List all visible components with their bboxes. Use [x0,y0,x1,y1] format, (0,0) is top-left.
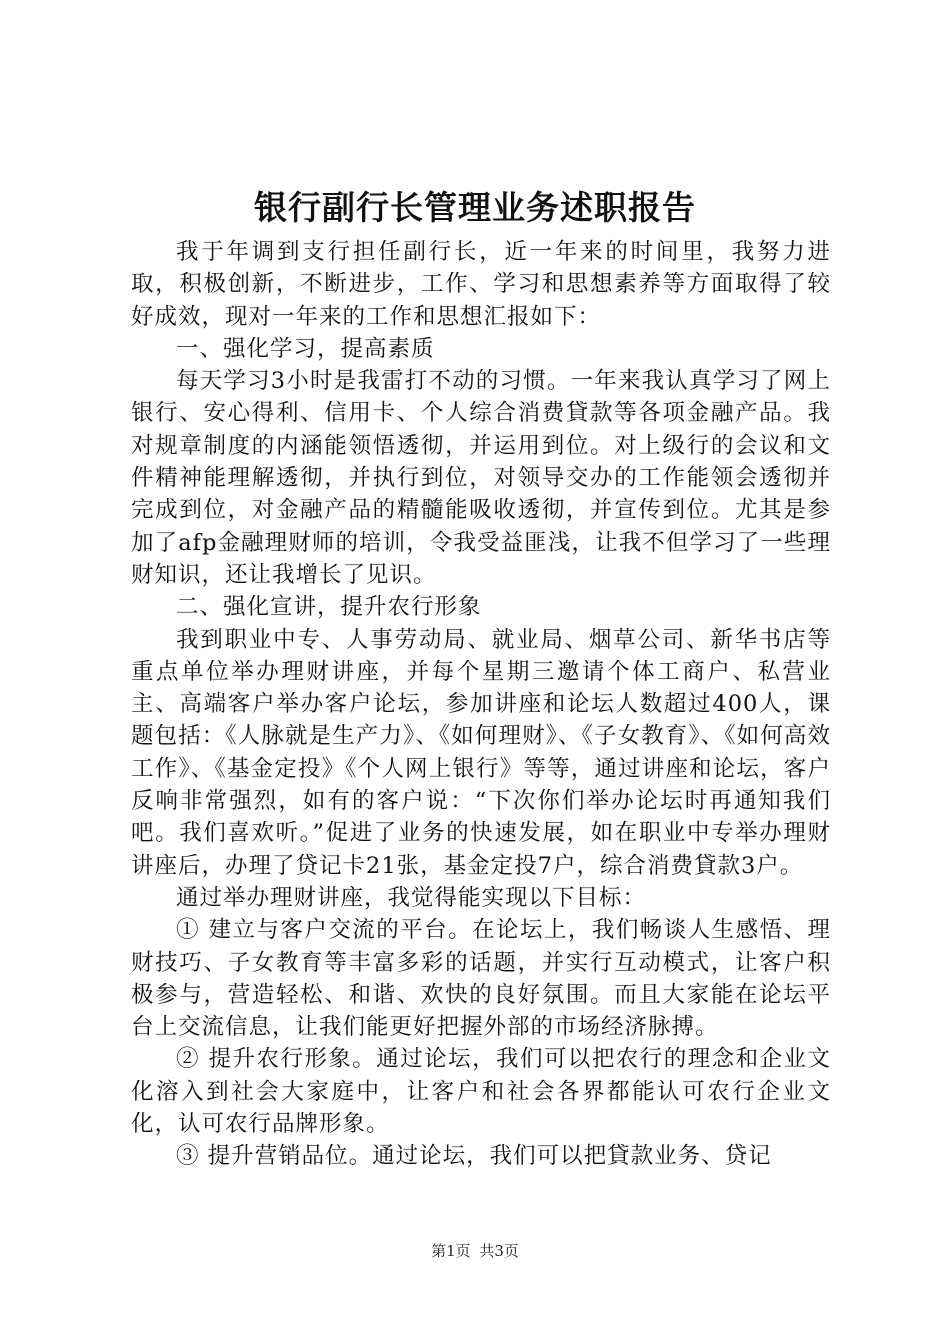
page-footer [0,1240,950,1261]
paragraph-intro: 我于年调到支行担任副行长，近一年来的时间里，我努力进取，积极创新，不断进步，工作、学习和思想素养等方面取得了较好成效，现对一年来的工作和思想汇报如下： [131,239,831,330]
page-total: 共3页 [479,1242,519,1260]
document-title: 银行副行长管理业务述职报告 [254,188,696,227]
paragraph-lectures: 我到职业中专、人事劳动局、就业局、烟草公司、新华书店等重点单位举办理财讲座，并每个星期三邀请个体工商户、私营业主、高端客户举办客户论坛，参加讲座和论坛人数超过400人，课题包括：《人脉就是生产力》、《如何理财》、《子女教育》、《如何高效工作》、《基金定投》《个人网上银行》等等，通过讲座和论坛，客户反响非常强烈，如有的客户说：“下次你们举办论坛时再通知我们吧。我们喜欢听。”促进了业务的快速发展，如在职业中专举办理财讲座后，办理了贷记卡21张，基金定投7户，综合消费貸款3户。 [131,626,831,879]
paragraph-goal-2: ② 提升农行形象。通过论坛，我们可以把农行的理念和企业文化溶入到社会大家庭中，让客户和社会各界都能认可农行企业文化，认可农行品牌形象。 [131,1046,831,1138]
page-number: 第1页 [431,1242,471,1260]
paragraph-goal-1: ① 建立与客户交流的平台。在论坛上，我们畅谈人生感悟、理财技巧、子女教育等丰富多彩的话题，并实行互动模式，让客户积极参与，营造轻松、和谐、欢快的良好氛围。而且大家能在论坛平台上交流信息，让我们能更好把握外部的市场经济脉搏。 [131,917,831,1041]
document-body [131,236,831,1173]
section-heading-2: 二、强化宣讲，提升农行形象 [176,594,482,621]
paragraph-goal-3: ③ 提升营销品位。通过论坛，我们可以把貸款业务、贷记 [176,1143,772,1170]
paragraph-study: 每天学习3小时是我雷打不动的习惯。一年来我认真学习了网上银行、安心得利、信用卡、个人综合消费貸款等各项金融产品。我对规章制度的内涵能领悟透彻，并运用到位。对上级行的会议和文件精神能理解透彻，并执行到位，对领导交办的工作能领会透彻并完成到位，对金融产品的精髓能吸收透彻，并宣传到位。尤其是参加了afp金融理财师的培训，令我受益匪浅，让我不但学习了一些理财知识，还让我增长了见识。 [131,368,831,588]
section-heading-1: 一、强化学习，提高素质 [176,335,435,362]
paragraph-goals-intro: 通过举办理财讲座，我觉得能实现以下目标： [176,884,647,911]
